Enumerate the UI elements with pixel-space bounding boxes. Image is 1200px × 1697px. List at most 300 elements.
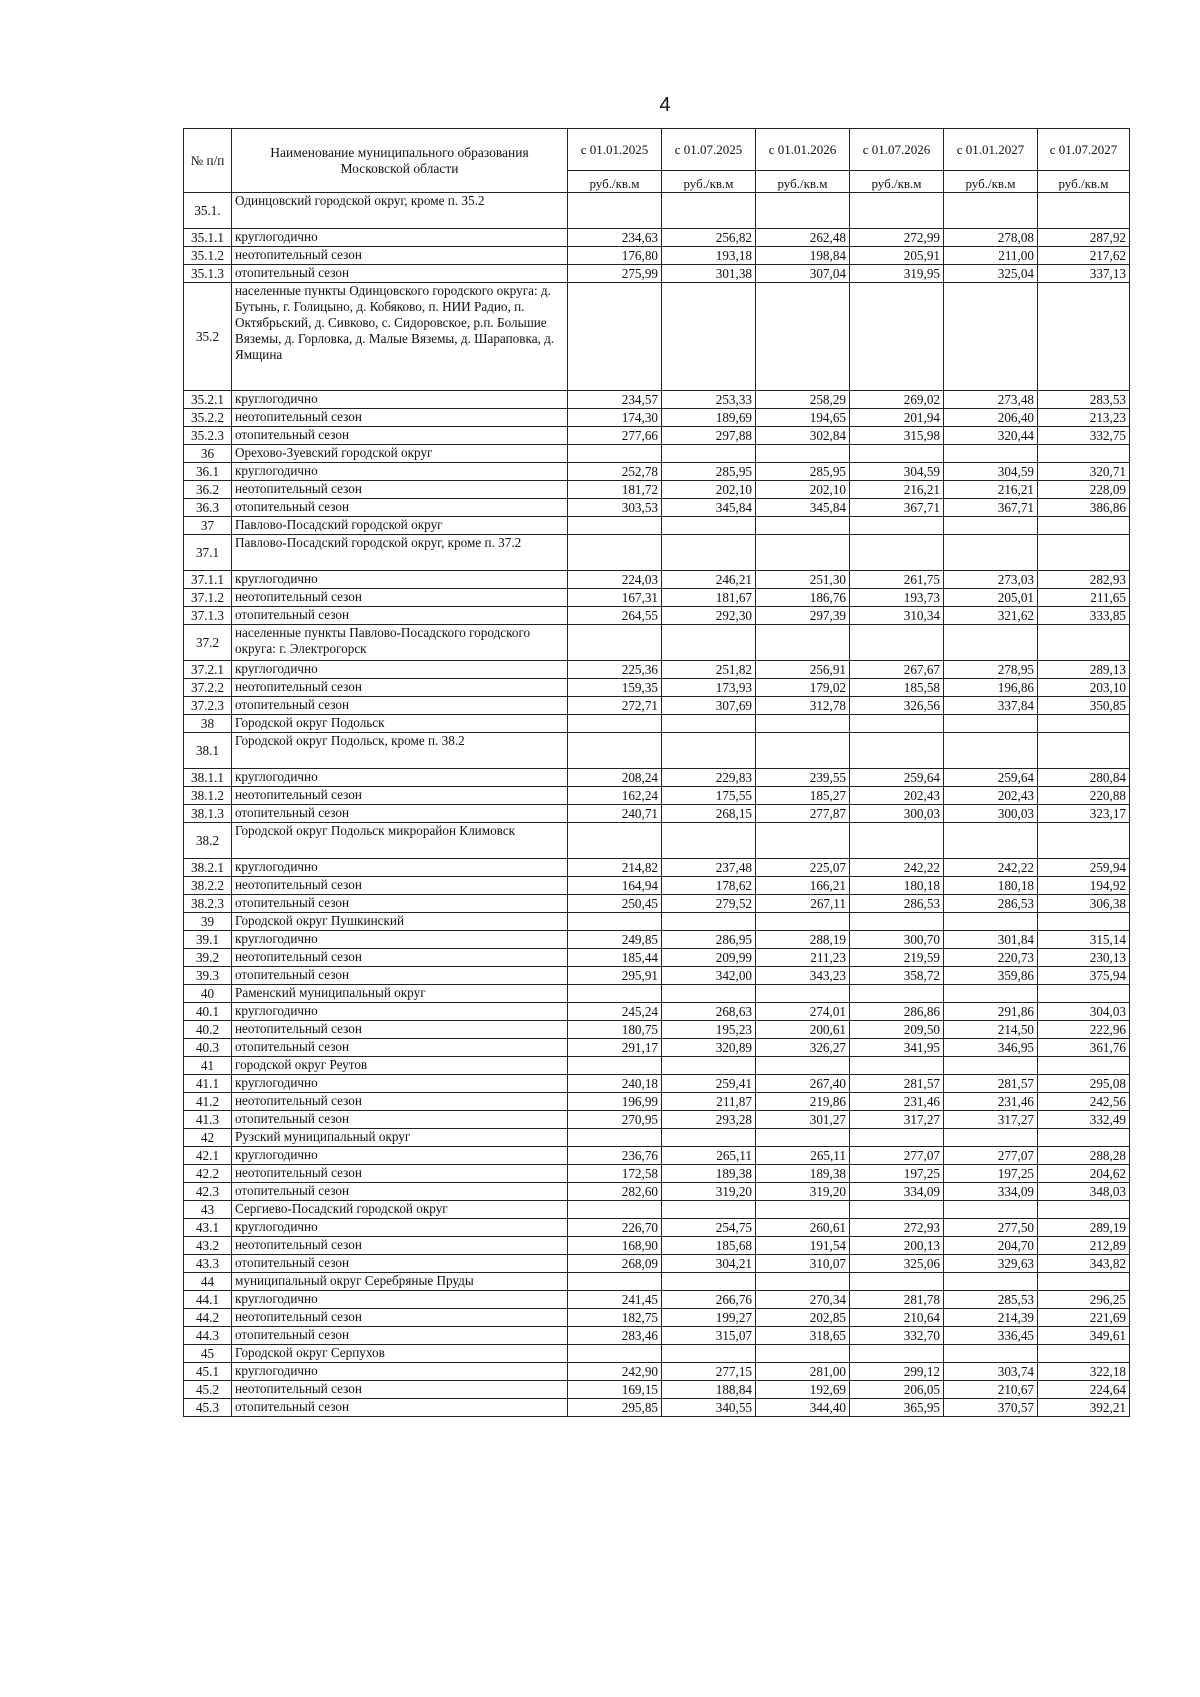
- tariff-value: 386,86: [1038, 499, 1130, 517]
- tariff-value: 286,53: [850, 895, 944, 913]
- header-unit: руб./кв.м: [662, 171, 756, 193]
- table-row: [184, 391, 1130, 409]
- row-number: 40.1: [184, 1003, 232, 1021]
- table-row: [184, 1111, 1130, 1129]
- tariff-value: 249,85: [568, 931, 662, 949]
- tariff-value: [944, 715, 1038, 733]
- tariff-value: 370,57: [944, 1399, 1038, 1417]
- table-header: [184, 129, 1130, 193]
- row-number: 43: [184, 1201, 232, 1219]
- tariff-value: 307,04: [756, 265, 850, 283]
- tariff-value: 172,58: [568, 1165, 662, 1183]
- tariff-value: 337,13: [1038, 265, 1130, 283]
- row-municipality-name: неотопительный сезон: [232, 589, 568, 607]
- table-row: [184, 517, 1130, 535]
- tariff-value: 343,23: [756, 967, 850, 985]
- tariff-value: 281,57: [944, 1075, 1038, 1093]
- tariff-value: [568, 985, 662, 1003]
- tariff-value: 210,67: [944, 1381, 1038, 1399]
- tariff-value: 295,08: [1038, 1075, 1130, 1093]
- tariff-value: [1038, 625, 1130, 661]
- tariff-value: [944, 1201, 1038, 1219]
- tariff-value: [850, 535, 944, 571]
- tariff-value: 365,95: [850, 1399, 944, 1417]
- tariff-value: 191,54: [756, 1237, 850, 1255]
- row-number: 45.1: [184, 1363, 232, 1381]
- tariff-value: 266,76: [662, 1291, 756, 1309]
- table-row: [184, 589, 1130, 607]
- tariff-value: 267,40: [756, 1075, 850, 1093]
- tariff-value: 182,75: [568, 1309, 662, 1327]
- tariff-value: 270,95: [568, 1111, 662, 1129]
- tariff-value: 319,95: [850, 265, 944, 283]
- row-number: 44: [184, 1273, 232, 1291]
- row-municipality-name: круглогодично: [232, 229, 568, 247]
- row-number: 40: [184, 985, 232, 1003]
- tariff-value: 216,21: [850, 481, 944, 499]
- tariff-value: 319,20: [662, 1183, 756, 1201]
- row-municipality-name: Орехово-Зуевский городской округ: [232, 445, 568, 463]
- table-row: [184, 769, 1130, 787]
- row-number: 45.3: [184, 1399, 232, 1417]
- tariff-value: 189,38: [662, 1165, 756, 1183]
- table-row: [184, 625, 1130, 661]
- tariff-value: 231,46: [850, 1093, 944, 1111]
- tariff-value: [850, 715, 944, 733]
- tariff-value: 295,85: [568, 1399, 662, 1417]
- table-row: [184, 1381, 1130, 1399]
- row-municipality-name: неотопительный сезон: [232, 1237, 568, 1255]
- row-municipality-name: отопительный сезон: [232, 1111, 568, 1129]
- row-municipality-name: круглогодично: [232, 769, 568, 787]
- tariff-value: 180,18: [850, 877, 944, 895]
- tariff-value: [662, 1345, 756, 1363]
- tariff-value: [568, 1057, 662, 1075]
- tariff-value: 297,39: [756, 607, 850, 625]
- tariff-value: 159,35: [568, 679, 662, 697]
- table-row: [184, 409, 1130, 427]
- tariff-value: [756, 1273, 850, 1291]
- row-municipality-name: круглогодично: [232, 1075, 568, 1093]
- table-row: [184, 1363, 1130, 1381]
- tariff-value: 277,50: [944, 1219, 1038, 1237]
- row-number: 42.1: [184, 1147, 232, 1165]
- tariff-value: [756, 1201, 850, 1219]
- tariff-value: 285,95: [756, 463, 850, 481]
- row-number: 41.1: [184, 1075, 232, 1093]
- row-municipality-name: отопительный сезон: [232, 499, 568, 517]
- tariff-value: 361,76: [1038, 1039, 1130, 1057]
- tariff-value: 211,23: [756, 949, 850, 967]
- tariff-value: 302,84: [756, 427, 850, 445]
- row-municipality-name: неотопительный сезон: [232, 1093, 568, 1111]
- tariff-value: 220,88: [1038, 787, 1130, 805]
- tariff-value: 304,03: [1038, 1003, 1130, 1021]
- tariff-value: 286,95: [662, 931, 756, 949]
- tariff-value: 277,87: [756, 805, 850, 823]
- row-municipality-name: отопительный сезон: [232, 427, 568, 445]
- tariff-value: 198,84: [756, 247, 850, 265]
- tariff-value: 212,89: [1038, 1237, 1130, 1255]
- row-municipality-name: круглогодично: [232, 661, 568, 679]
- tariff-value: [944, 535, 1038, 571]
- tariff-value: [1038, 1057, 1130, 1075]
- tariff-value: 214,82: [568, 859, 662, 877]
- tariff-value: 273,03: [944, 571, 1038, 589]
- tariff-value: [1038, 1345, 1130, 1363]
- row-municipality-name: отопительный сезон: [232, 607, 568, 625]
- tariff-value: 199,27: [662, 1309, 756, 1327]
- tariff-value: 300,03: [850, 805, 944, 823]
- tariff-value: 196,99: [568, 1093, 662, 1111]
- tariff-value: 326,56: [850, 697, 944, 715]
- row-number: 42: [184, 1129, 232, 1147]
- tariff-value: 306,38: [1038, 895, 1130, 913]
- table-row: [184, 733, 1130, 769]
- tariff-value: 275,99: [568, 265, 662, 283]
- row-number: 43.1: [184, 1219, 232, 1237]
- tariff-value: [568, 1345, 662, 1363]
- tariff-value: [1038, 535, 1130, 571]
- tariff-value: [850, 1345, 944, 1363]
- tariff-value: [568, 1201, 662, 1219]
- tariff-value: 300,03: [944, 805, 1038, 823]
- table-row: [184, 265, 1130, 283]
- table-row: [184, 805, 1130, 823]
- tariff-value: [568, 193, 662, 229]
- header-unit: руб./кв.м: [944, 171, 1038, 193]
- tariff-value: 203,10: [1038, 679, 1130, 697]
- tariff-value: 209,50: [850, 1021, 944, 1039]
- tariff-value: [944, 913, 1038, 931]
- tariff-value: 270,34: [756, 1291, 850, 1309]
- table-row: [184, 1345, 1130, 1363]
- row-number: 38.2.2: [184, 877, 232, 895]
- tariff-value: 240,18: [568, 1075, 662, 1093]
- row-number: 37.2.2: [184, 679, 232, 697]
- row-number: 37.1.1: [184, 571, 232, 589]
- tariff-value: 258,29: [756, 391, 850, 409]
- tariff-value: 250,45: [568, 895, 662, 913]
- tariff-value: [850, 913, 944, 931]
- table-row: [184, 877, 1130, 895]
- tariff-value: 216,21: [944, 481, 1038, 499]
- tariff-value: [1038, 283, 1130, 391]
- tariff-value: [850, 625, 944, 661]
- row-municipality-name: неотопительный сезон: [232, 877, 568, 895]
- table-row: [184, 1399, 1130, 1417]
- table-row: [184, 1219, 1130, 1237]
- row-municipality-name: Городской округ Серпухов: [232, 1345, 568, 1363]
- tariff-value: [756, 733, 850, 769]
- tariff-value: 304,59: [944, 463, 1038, 481]
- tariff-value: 272,93: [850, 1219, 944, 1237]
- tariff-value: 289,19: [1038, 1219, 1130, 1237]
- tariff-value: 202,85: [756, 1309, 850, 1327]
- tariff-value: [1038, 985, 1130, 1003]
- tariff-value: 277,15: [662, 1363, 756, 1381]
- header-unit: руб./кв.м: [850, 171, 944, 193]
- row-municipality-name: неотопительный сезон: [232, 1309, 568, 1327]
- tariff-value: 224,64: [1038, 1381, 1130, 1399]
- tariff-value: [662, 517, 756, 535]
- tariff-value: 251,82: [662, 661, 756, 679]
- tariff-value: 269,02: [850, 391, 944, 409]
- tariff-table-container: [183, 128, 1129, 1417]
- tariff-value: 197,25: [850, 1165, 944, 1183]
- tariff-value: 259,94: [1038, 859, 1130, 877]
- row-municipality-name: отопительный сезон: [232, 1183, 568, 1201]
- tariff-value: 285,53: [944, 1291, 1038, 1309]
- tariff-value: 281,57: [850, 1075, 944, 1093]
- row-municipality-name: отопительный сезон: [232, 1327, 568, 1345]
- header-date: с 01.07.2025: [662, 129, 756, 171]
- row-municipality-name: неотопительный сезон: [232, 1165, 568, 1183]
- tariff-value: 320,71: [1038, 463, 1130, 481]
- tariff-value: [944, 445, 1038, 463]
- tariff-value: 197,25: [944, 1165, 1038, 1183]
- tariff-value: 192,69: [756, 1381, 850, 1399]
- tariff-value: 296,25: [1038, 1291, 1130, 1309]
- row-number: 38.2.3: [184, 895, 232, 913]
- row-municipality-name: круглогодично: [232, 1147, 568, 1165]
- table-row: [184, 1183, 1130, 1201]
- table-row: [184, 229, 1130, 247]
- tariff-value: 280,84: [1038, 769, 1130, 787]
- tariff-value: 345,84: [756, 499, 850, 517]
- table-row: [184, 697, 1130, 715]
- table-row: [184, 463, 1130, 481]
- table-row: [184, 481, 1130, 499]
- tariff-value: 225,36: [568, 661, 662, 679]
- tariff-value: 169,15: [568, 1381, 662, 1399]
- tariff-value: 211,00: [944, 247, 1038, 265]
- tariff-value: [756, 1129, 850, 1147]
- tariff-value: [568, 517, 662, 535]
- row-number: 41: [184, 1057, 232, 1075]
- tariff-value: 252,78: [568, 463, 662, 481]
- tariff-value: [756, 445, 850, 463]
- row-number: 35.2.2: [184, 409, 232, 427]
- row-municipality-name: неотопительный сезон: [232, 1021, 568, 1039]
- tariff-value: 185,27: [756, 787, 850, 805]
- tariff-value: [850, 1129, 944, 1147]
- tariff-value: 194,65: [756, 409, 850, 427]
- tariff-value: 237,48: [662, 859, 756, 877]
- row-municipality-name: круглогодично: [232, 1363, 568, 1381]
- tariff-value: [944, 193, 1038, 229]
- table-row: [184, 1309, 1130, 1327]
- tariff-value: 222,96: [1038, 1021, 1130, 1039]
- table-row: [184, 661, 1130, 679]
- tariff-value: [662, 625, 756, 661]
- table-row: [184, 1075, 1130, 1093]
- table-row: [184, 499, 1130, 517]
- table-row: [184, 1255, 1130, 1273]
- row-municipality-name: муниципальный округ Серебряные Пруды: [232, 1273, 568, 1291]
- tariff-value: [850, 1057, 944, 1075]
- tariff-value: 246,21: [662, 571, 756, 589]
- tariff-value: 332,75: [1038, 427, 1130, 445]
- tariff-value: 295,91: [568, 967, 662, 985]
- row-number: 38.1.3: [184, 805, 232, 823]
- table-row: [184, 1129, 1130, 1147]
- tariff-value: 288,19: [756, 931, 850, 949]
- row-municipality-name: Городской округ Пушкинский: [232, 913, 568, 931]
- tariff-value: 224,03: [568, 571, 662, 589]
- tariff-value: [568, 535, 662, 571]
- row-number: 39.3: [184, 967, 232, 985]
- row-number: 45.2: [184, 1381, 232, 1399]
- table-row: [184, 949, 1130, 967]
- tariff-value: [568, 1273, 662, 1291]
- tariff-value: 174,30: [568, 409, 662, 427]
- tariff-value: [662, 1057, 756, 1075]
- row-number: 38: [184, 715, 232, 733]
- tariff-value: 375,94: [1038, 967, 1130, 985]
- tariff-value: 315,07: [662, 1327, 756, 1345]
- table-row: [184, 823, 1130, 859]
- tariff-value: 367,71: [850, 499, 944, 517]
- row-number: 37.2.1: [184, 661, 232, 679]
- tariff-value: 312,78: [756, 697, 850, 715]
- row-municipality-name: круглогодично: [232, 1003, 568, 1021]
- header-unit: руб./кв.м: [756, 171, 850, 193]
- header-unit: руб./кв.м: [1038, 171, 1130, 193]
- row-number: 39: [184, 913, 232, 931]
- tariff-value: 202,10: [756, 481, 850, 499]
- tariff-value: [944, 733, 1038, 769]
- tariff-value: 162,24: [568, 787, 662, 805]
- tariff-value: 200,61: [756, 1021, 850, 1039]
- tariff-value: 259,64: [850, 769, 944, 787]
- tariff-value: [850, 1273, 944, 1291]
- row-municipality-name: неотопительный сезон: [232, 787, 568, 805]
- tariff-value: 219,59: [850, 949, 944, 967]
- row-municipality-name: Рузский муниципальный округ: [232, 1129, 568, 1147]
- table-row: [184, 1021, 1130, 1039]
- tariff-value: 206,40: [944, 409, 1038, 427]
- row-number: 44.2: [184, 1309, 232, 1327]
- tariff-value: [662, 193, 756, 229]
- tariff-value: 251,30: [756, 571, 850, 589]
- table-row: [184, 787, 1130, 805]
- tariff-value: [662, 445, 756, 463]
- tariff-value: 268,09: [568, 1255, 662, 1273]
- header-date: с 01.01.2026: [756, 129, 850, 171]
- row-number: 39.2: [184, 949, 232, 967]
- tariff-value: 300,70: [850, 931, 944, 949]
- row-municipality-name: Сергиево-Посадский городской округ: [232, 1201, 568, 1219]
- tariff-value: [944, 823, 1038, 859]
- tariff-value: 173,93: [662, 679, 756, 697]
- row-municipality-name: неотопительный сезон: [232, 949, 568, 967]
- tariff-value: [756, 517, 850, 535]
- table-body: [184, 193, 1130, 1417]
- tariff-value: 303,53: [568, 499, 662, 517]
- row-municipality-name: отопительный сезон: [232, 805, 568, 823]
- tariff-value: [568, 913, 662, 931]
- row-number: 42.3: [184, 1183, 232, 1201]
- tariff-value: [850, 193, 944, 229]
- row-municipality-name: круглогодично: [232, 931, 568, 949]
- table-row: [184, 967, 1130, 985]
- tariff-value: [944, 1345, 1038, 1363]
- tariff-value: 226,70: [568, 1219, 662, 1237]
- table-row: [184, 1165, 1130, 1183]
- tariff-value: [568, 823, 662, 859]
- table-row: [184, 1237, 1130, 1255]
- table-row: [184, 1039, 1130, 1057]
- tariff-value: 188,84: [662, 1381, 756, 1399]
- tariff-value: 350,85: [1038, 697, 1130, 715]
- tariff-value: [756, 913, 850, 931]
- tariff-value: 292,30: [662, 607, 756, 625]
- tariff-value: [850, 733, 944, 769]
- tariff-value: 180,18: [944, 877, 1038, 895]
- tariff-value: 229,83: [662, 769, 756, 787]
- header-unit: руб./кв.м: [568, 171, 662, 193]
- row-number: 45: [184, 1345, 232, 1363]
- row-municipality-name: круглогодично: [232, 859, 568, 877]
- tariff-value: 343,82: [1038, 1255, 1130, 1273]
- tariff-value: 319,20: [756, 1183, 850, 1201]
- tariff-value: 278,08: [944, 229, 1038, 247]
- tariff-value: 287,92: [1038, 229, 1130, 247]
- row-municipality-name: Павлово-Посадский городской округ: [232, 517, 568, 535]
- row-number: 37.1.3: [184, 607, 232, 625]
- tariff-value: 261,75: [850, 571, 944, 589]
- tariff-value: 253,33: [662, 391, 756, 409]
- tariff-value: 262,48: [756, 229, 850, 247]
- tariff-value: 180,75: [568, 1021, 662, 1039]
- tariff-value: 185,58: [850, 679, 944, 697]
- tariff-value: 234,57: [568, 391, 662, 409]
- row-number: 40.2: [184, 1021, 232, 1039]
- tariff-value: 205,91: [850, 247, 944, 265]
- tariff-value: 214,39: [944, 1309, 1038, 1327]
- tariff-value: [850, 445, 944, 463]
- row-number: 35.2: [184, 283, 232, 391]
- tariff-value: 326,27: [756, 1039, 850, 1057]
- row-municipality-name: городской округ Реутов: [232, 1057, 568, 1075]
- tariff-value: [1038, 913, 1130, 931]
- row-municipality-name: Городской округ Подольск: [232, 715, 568, 733]
- tariff-value: 208,24: [568, 769, 662, 787]
- tariff-value: 281,00: [756, 1363, 850, 1381]
- tariff-value: [662, 1201, 756, 1219]
- tariff-value: [850, 823, 944, 859]
- tariff-value: 320,44: [944, 427, 1038, 445]
- tariff-value: 217,62: [1038, 247, 1130, 265]
- table-row: [184, 247, 1130, 265]
- tariff-value: 346,95: [944, 1039, 1038, 1057]
- tariff-value: [944, 985, 1038, 1003]
- row-number: 37: [184, 517, 232, 535]
- tariff-value: [756, 823, 850, 859]
- tariff-value: 281,78: [850, 1291, 944, 1309]
- row-municipality-name: неотопительный сезон: [232, 481, 568, 499]
- tariff-value: 349,61: [1038, 1327, 1130, 1345]
- tariff-value: 204,62: [1038, 1165, 1130, 1183]
- tariff-value: 214,50: [944, 1021, 1038, 1039]
- table-row: [184, 895, 1130, 913]
- tariff-value: 268,15: [662, 805, 756, 823]
- tariff-value: [756, 535, 850, 571]
- row-number: 36.3: [184, 499, 232, 517]
- tariff-value: 348,03: [1038, 1183, 1130, 1201]
- tariff-value: 334,09: [944, 1183, 1038, 1201]
